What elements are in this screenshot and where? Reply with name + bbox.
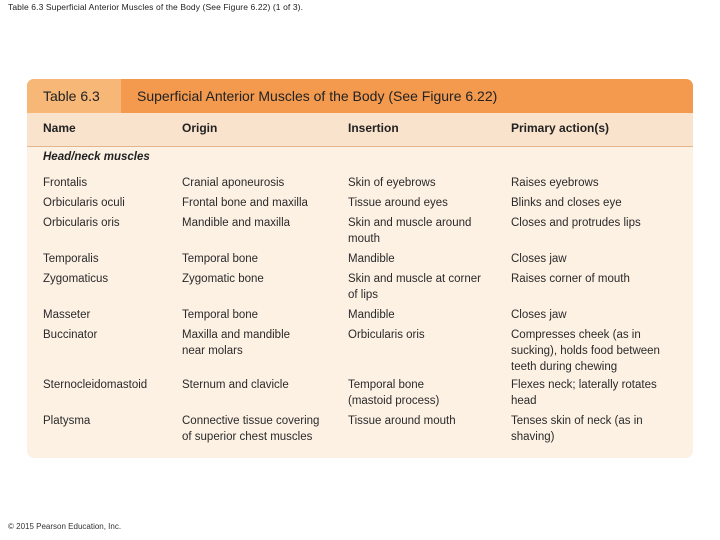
cell-insertion: (mastoid process) xyxy=(348,395,440,407)
cell-insertion: Orbicularis oris xyxy=(348,329,425,341)
cell-action: head xyxy=(511,395,537,407)
cell-action: sucking), holds food between xyxy=(511,345,660,357)
cell-insertion: of lips xyxy=(348,289,379,301)
cell-origin: Connective tissue covering xyxy=(182,415,320,427)
cell-name: Orbicularis oculi xyxy=(43,197,125,209)
cell-insertion: Tissue around eyes xyxy=(348,197,448,209)
cell-origin: Zygomatic bone xyxy=(182,273,264,285)
cell-insertion: Tissue around mouth xyxy=(348,415,456,427)
cell-action: Closes jaw xyxy=(511,309,567,321)
cell-action: Tenses skin of neck (as in xyxy=(511,415,643,427)
cell-origin: Temporal bone xyxy=(182,309,259,321)
cell-origin: Cranial aponeurosis xyxy=(182,177,285,189)
cell-insertion: Skin and muscle at corner xyxy=(348,273,481,285)
cell-action: Raises eyebrows xyxy=(511,177,599,189)
cell-action: Blinks and closes eye xyxy=(511,197,622,209)
table-number-cell xyxy=(27,79,121,113)
table-number: Table 6.3 xyxy=(43,88,100,104)
cell-insertion: Skin of eyebrows xyxy=(348,177,436,189)
cell-insertion: Mandible xyxy=(348,309,395,321)
cell-name: Platysma xyxy=(43,415,91,427)
cell-action: Raises corner of mouth xyxy=(511,273,630,285)
cell-origin: near molars xyxy=(182,345,243,357)
section-label-head-neck: Head/neck muscles xyxy=(43,151,150,163)
cell-origin: Maxilla and mandible xyxy=(182,329,291,341)
cell-name: Temporalis xyxy=(43,253,99,265)
header-insertion: Insertion xyxy=(348,121,399,135)
cell-origin: Temporal bone xyxy=(182,253,259,265)
table-header-row xyxy=(27,113,693,147)
cell-insertion: Skin and muscle around xyxy=(348,217,472,229)
header-origin: Origin xyxy=(182,121,218,135)
header-name: Name xyxy=(43,121,76,135)
table-title-bar xyxy=(27,79,693,113)
cell-origin: Mandible and maxilla xyxy=(182,217,291,229)
cell-action: shaving) xyxy=(511,431,555,443)
cell-action: Closes and protrudes lips xyxy=(511,217,641,229)
cell-origin: of superior chest muscles xyxy=(182,431,313,443)
cell-name: Orbicularis oris xyxy=(43,217,120,229)
cell-insertion: Temporal bone xyxy=(348,379,425,391)
muscle-table xyxy=(27,79,693,458)
cell-name: Buccinator xyxy=(43,329,98,341)
cell-name: Masseter xyxy=(43,309,91,321)
cell-action: Flexes neck; laterally rotates xyxy=(511,379,657,391)
cell-insertion: Mandible xyxy=(348,253,395,265)
cell-insertion: mouth xyxy=(348,233,380,245)
cell-action: teeth during chewing xyxy=(511,361,618,373)
copyright-notice: © 2015 Pearson Education, Inc. xyxy=(8,522,122,531)
cell-name: Frontalis xyxy=(43,177,88,189)
table-title: Superficial Anterior Muscles of the Body (See Figure 6.22) xyxy=(137,88,498,104)
cell-name: Sternocleidomastoid xyxy=(43,379,148,391)
cell-origin: Sternum and clavicle xyxy=(182,379,289,391)
cell-origin: Frontal bone and maxilla xyxy=(182,197,308,209)
slide-title: Table 6.3 Superficial Anterior Muscles of the Body (See Figure 6.22) (1 of 3). xyxy=(8,2,304,12)
cell-action: Compresses cheek (as in xyxy=(511,329,641,341)
cell-action: Closes jaw xyxy=(511,253,567,265)
cell-name: Zygomaticus xyxy=(43,273,109,285)
header-primary-actions: Primary action(s) xyxy=(511,121,610,135)
